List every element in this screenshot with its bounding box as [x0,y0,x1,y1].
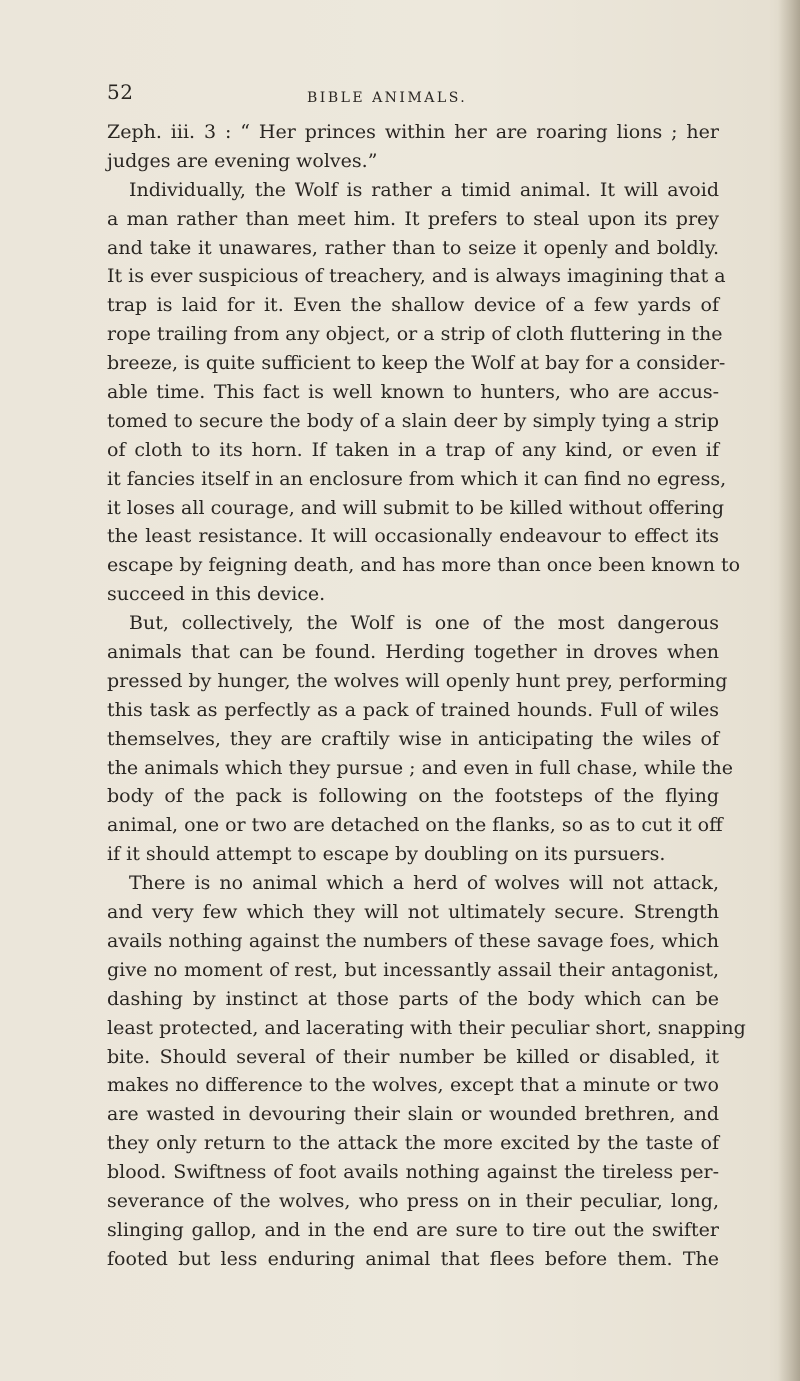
text-line: It is ever suspicious of treachery, and is always imagining that a [107,265,726,288]
running-head [107,80,707,110]
text-line: Zeph. iii. 3 : “ Her princes within her are roaring lions ; her [107,121,719,143]
text-line: they only return to the attack the more excited by the taste of [107,1132,719,1155]
text-line: severance of the wolves, who press on in their peculiar, long, [107,1189,719,1212]
text-line: if it should attempt to escape by doubling on its pursuers. [107,843,666,866]
text-line: trap is laid for it. Even the shallow device of a few yards of [107,294,719,317]
text-line: least protected, and lacerating with their peculiar short, snapping [107,1016,746,1039]
text-line: give no moment of rest, but incessantly assail their antagonist, [107,958,719,981]
text-line: succeed in this device. [107,583,326,606]
body-text [107,118,746,1274]
text-line: tomed to secure the body of a slain deer by simply tying a strip [107,409,719,432]
text-line: There is no animal which a herd of wolves will not attack, [129,872,719,895]
text-line: and take it unawares, rather than to seize it openly and boldly. [107,236,719,259]
text-line: judges are evening wolves.” [107,149,378,172]
text-line: body of the pack is following on the footsteps of the flying [107,785,719,808]
text-line: able time. This fact is well known to hunters, who are accus- [107,381,719,404]
text-line: the animals which they pursue ; and even in full chase, while the [107,756,733,779]
text-line: a man rather than meet him. It prefers to steal upon its prey [107,207,719,230]
text-line: rope trailing from any object, or a strip of cloth fluttering in the [107,323,723,346]
text-line: footed but less enduring animal that flees before them. The [107,1247,719,1270]
text-line: it fancies itself in an enclosure from which it can find no egress, [107,467,727,490]
text-line: themselves, they are craftily wise in anticipating the wiles of [107,727,719,750]
text-line: animals that can be found. Herding together in droves when [107,641,719,664]
text-line: breeze, is quite sufficient to keep the Wolf at bay for a consider- [107,352,726,375]
text-line: makes no difference to the wolves, except that a minute or two [107,1074,719,1097]
text-line: avails nothing against the numbers of these savage foes, which [107,929,719,952]
text-line: this task as perfectly as a pack of trained hounds. Full of wiles [107,698,719,721]
text-line: and very few which they will not ultimately secure. Strength [107,901,719,924]
running-title: BIBLE ANIMALS. [307,90,468,106]
text-line: dashing by instinct at those parts of the body which can be [107,987,719,1010]
text-line: But, collectively, the Wolf is one of the most dangerous [129,612,719,635]
text-line: blood. Swiftness of foot avails nothing against the tireless per- [107,1161,719,1184]
text-line: are wasted in devouring their slain or wounded brethren, and [107,1103,719,1126]
page-number: 52 [107,80,134,104]
text-line: it loses all courage, and will submit to be killed without offering [107,496,725,519]
text-line: animal, one or two are detached on the flanks, so as to cut it off [107,814,723,837]
text-line: escape by feigning death, and has more than once been known to [107,554,741,577]
text-line: Individually, the Wolf is rather a timid animal. It will avoid [129,178,719,201]
text-line: the least resistance. It will occasionally endeavour to effect its [107,525,719,548]
text-line: pressed by hunger, the wolves will openly hunt prey, performing [107,669,728,692]
page-edge-shadow [778,0,800,1381]
text-line: of cloth to its horn. If taken in a trap of any kind, or even if [107,438,719,461]
text-line: slinging gallop, and in the end are sure to tire out the swifter [107,1218,719,1241]
text-line: bite. Should several of their number be killed or disabled, it [107,1045,719,1068]
